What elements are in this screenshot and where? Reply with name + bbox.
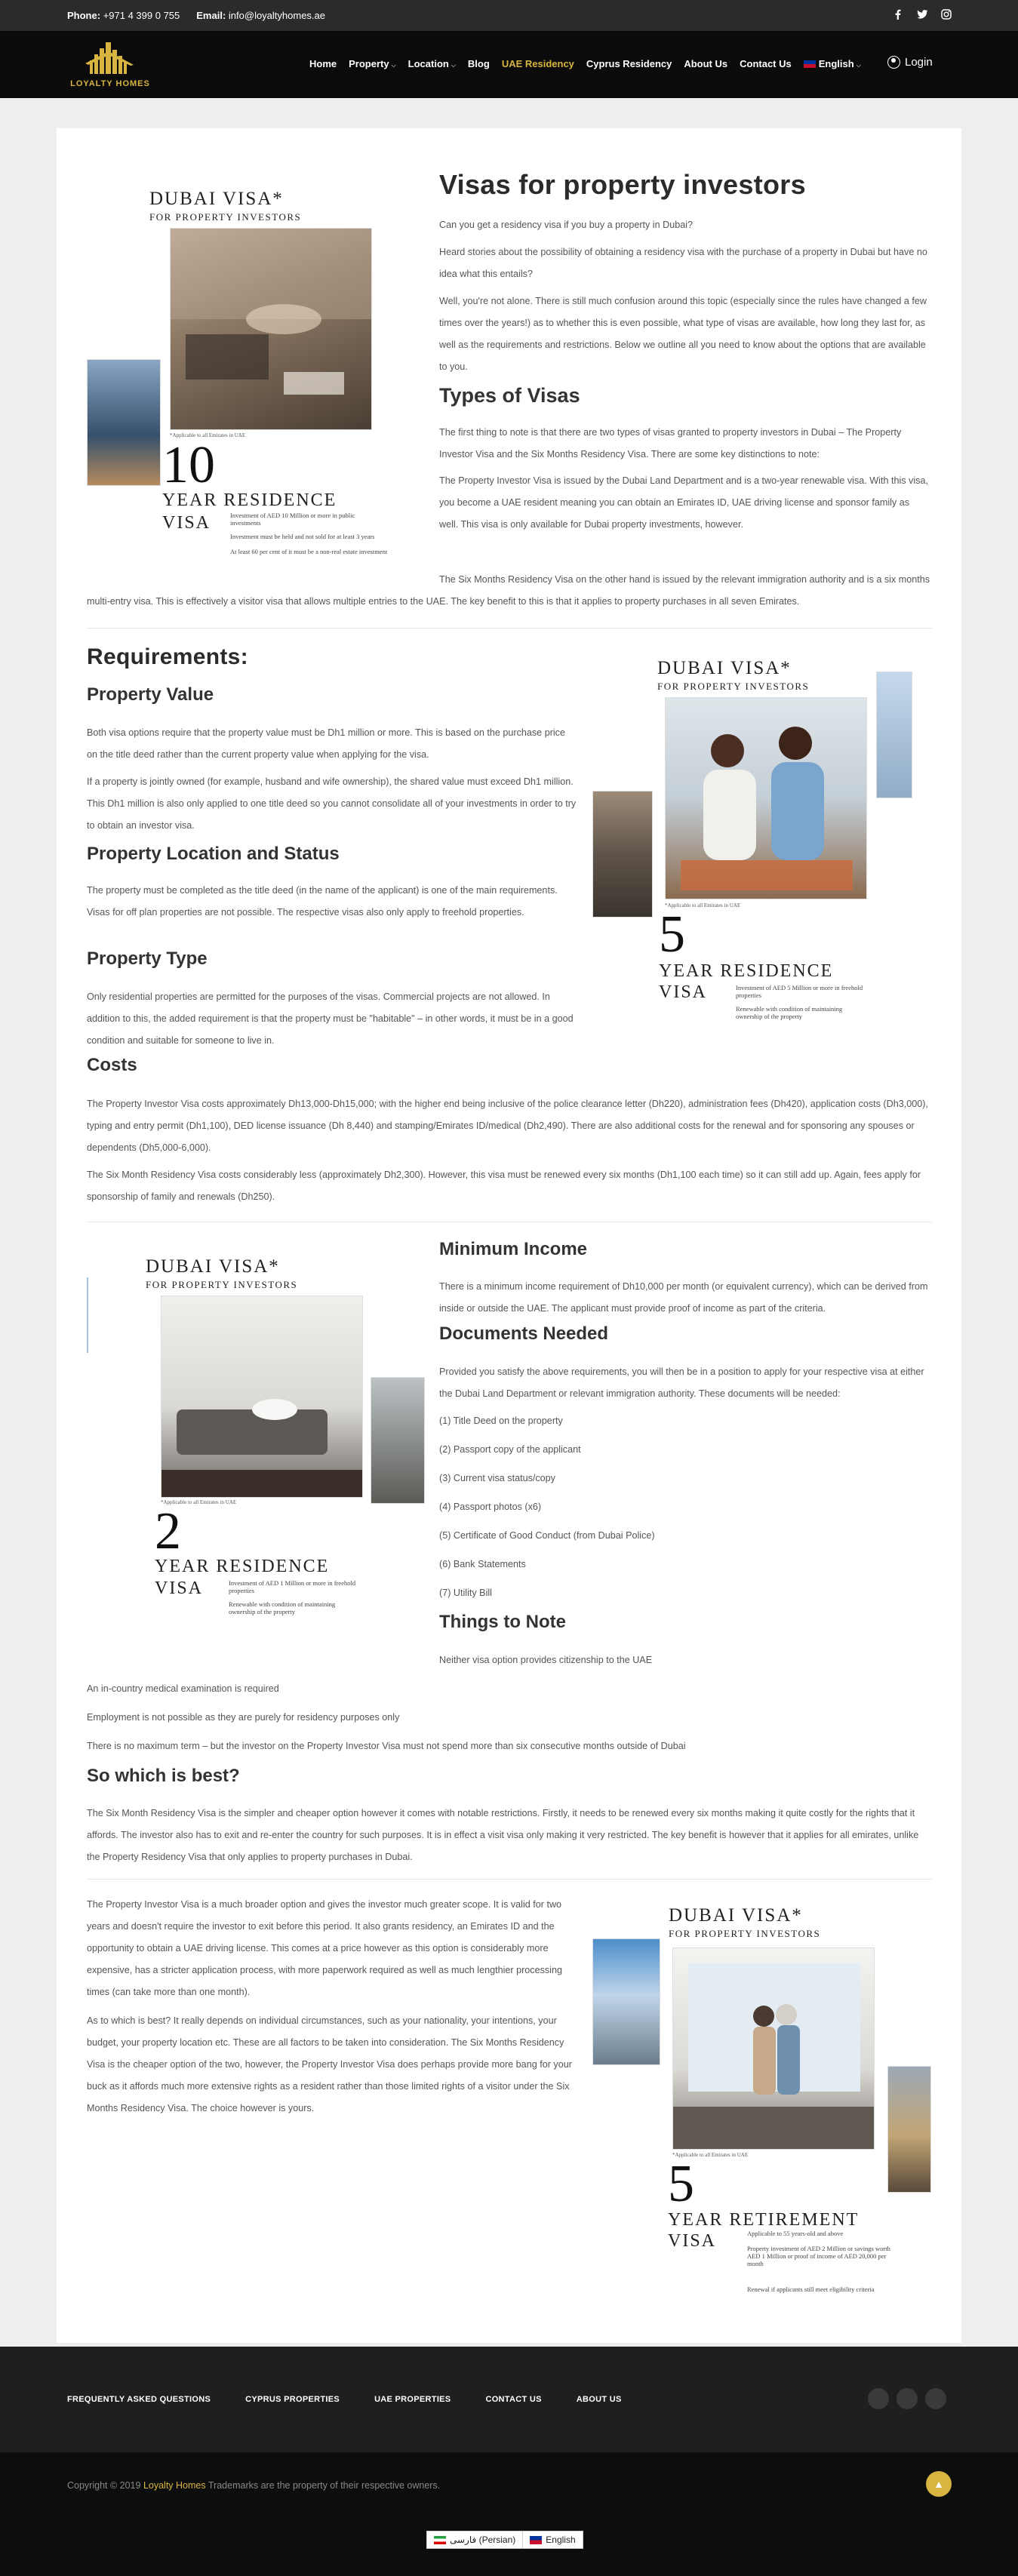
nav-blog[interactable]: Blog xyxy=(467,58,490,69)
intro-paragraph: Well, you're not alone. There is still much confusion around this topic (especially since the rules have changed a few times over the years!) as to whether this is even possible, what type of visas are available, how long they last for, as well as the requirements and restrictions. Below we outline all you need to know about the options that are available to you. xyxy=(439,296,927,372)
intro-paragraph: Heard stories about the possibility of obtaining a residency visa with the purchase of a property in Dubai but have no idea what this entails? xyxy=(439,247,927,279)
article-card xyxy=(57,128,961,2343)
section-heading: Types of Visas xyxy=(439,384,580,407)
nav-cyprus-residency[interactable]: Cyprus Residency xyxy=(586,58,672,69)
poster-line: Investment of AED 1 Million or more in freehold properties xyxy=(229,1579,356,1594)
poster-title: DUBAI VISA* xyxy=(669,1905,803,1926)
doc-item: (3) Current visa status/copy xyxy=(439,1473,555,1483)
section-heading: Documents Needed xyxy=(439,1323,609,1344)
tower-photo xyxy=(592,1938,660,2065)
value-paragraph: If a property is jointly owned (for example, husband and wife ownership), the shared value must exceed Dh1 million. This Dh1 million is also only applied to one title deed so you cannot consolidate all of your investments in order to try to obtain an investor visa. xyxy=(87,776,577,831)
poster-line: Renewal if applicants still meet eligibility criteria xyxy=(747,2286,875,2293)
facebook-icon[interactable] xyxy=(868,2388,889,2409)
handshake-photo xyxy=(170,228,372,430)
email-info[interactable]: Email: info@loyaltyhomes.ae xyxy=(196,10,326,21)
instagram-icon[interactable] xyxy=(941,9,952,20)
best-paragraph: As to which is best? It really depends on individual circumstances, such as your nationality, your intentions, your budget, your property location etc. These are all factors to be taken into consideration. The Six Months Residency Visa is the cheaper option of the two, however, the Property Investor Visa does perhaps provide more bang for your buck as it affords much more extensive rights as a resident rather than those limited rights of a visitor under the Six Months Residency Visa. The choice however is yours. xyxy=(87,2015,572,2113)
nav-contact-us[interactable]: Contact Us xyxy=(740,58,792,69)
poster-note: *Applicable to all Emirates in UAE xyxy=(672,2152,749,2158)
iran-flag-icon xyxy=(434,2536,446,2544)
poster-line: Property investment of AED 2 Million or savings worth AED 1 Million or proof of income of AED 20,000 per month xyxy=(747,2245,890,2267)
couple-kitchen-photo xyxy=(665,697,867,899)
costs-paragraph: The Property Investor Visa costs approximately Dh13,000-Dh15,000; with the higher end being inclusive of the police clearance letter (Dh220), administration fees (Dh420), application costs (Dh3,000), typing and entry permit (Dh1,100), DED license issuance (Dh 8,440) and stamping/Emirates ID/medical (Dh2,490). There are also additional costs for the renewal and for sponsoring any spouses or dependents (Dh5,000-6,000). xyxy=(87,1099,928,1153)
logo[interactable] xyxy=(67,41,154,92)
nav-language[interactable]: English ⌵ xyxy=(804,58,861,69)
poster-note: *Applicable to all Emirates in UAE xyxy=(665,902,741,908)
costs-paragraph: The Six Month Residency Visa costs considerably less (approximately Dh2,300). However, this visa must be renewed every six months (Dh1,100 each time) so it can still add up. Again, fees apply for sponsorship of family and renewals (Dh250). xyxy=(87,1170,921,1202)
types-paragraph: The first thing to note is that there are two types of visas granted to property investors in Dubai – The Property Investor Visa and the Six Months Residency Visa. There are some key distinctions to note: xyxy=(439,427,902,460)
uk-flag-icon xyxy=(804,60,816,68)
building-photo xyxy=(592,791,653,918)
facebook-icon[interactable] xyxy=(893,9,903,20)
poster-5-year-residence xyxy=(592,658,932,1043)
poster-kind: YEAR RETIREMENT xyxy=(668,2210,860,2230)
section-heading: Property Location and Status xyxy=(87,844,340,864)
street-photo xyxy=(887,2066,931,2193)
poster-line: Applicable to 55 years-old and above xyxy=(747,2230,844,2237)
footer xyxy=(0,2347,1018,2452)
dubai-palm-photo xyxy=(87,359,161,486)
twitter-icon[interactable] xyxy=(917,9,927,20)
poster-title: DUBAI VISA* xyxy=(149,189,284,209)
poster-number: 10 xyxy=(162,436,215,494)
best-paragraph: The Property Investor Visa is a much broader option and gives the investor much greater scope. It is valid for two years and doesn't require the investor to exit before this period. It also grants residency, an Emirates ID and the opportunity to obtain a UAE driving license. This comes at a price however as this option is considerably more expensive, has a stricter application process, with more paperwork required as well as much lengthier processing times (can take more than one month). xyxy=(87,1899,562,1997)
twitter-icon[interactable] xyxy=(897,2388,918,2409)
copyright-brand-link[interactable]: Loyalty Homes xyxy=(143,2480,206,2491)
poster-line: Renewable with condition of maintaining ownership of the property xyxy=(229,1600,336,1615)
chevron-down-icon: ⌵ xyxy=(391,62,396,69)
best-paragraph: The Six Month Residency Visa is the simpler and cheaper option however it comes with notable restrictions. Firstly, it needs to be renewed every six months making it quite costly for the rights that it affords. The investor also has to exit and re-enter the country for such purposes. It is in effect a visit visa only making it very restricted. The key benefit is however that it applies for all emirates, unlike the Property Residency Visa that only applies to property purchases in Dubai. xyxy=(87,1808,919,1862)
poster-2-year xyxy=(87,1256,419,1656)
divider xyxy=(87,628,932,629)
note-item: Neither visa option provides citizenship to the UAE xyxy=(439,1655,653,1665)
footer-link-about-us[interactable]: ABOUT US xyxy=(576,2395,622,2404)
retired-couple-photo xyxy=(672,1947,875,2150)
poster-subtitle: FOR PROPERTY INVESTORS xyxy=(657,681,810,692)
poster-note: *Applicable to all Emirates in UAE xyxy=(161,1499,237,1505)
poster-note: *Applicable to all Emirates in UAE xyxy=(170,432,246,438)
note-item: Employment is not possible as they are purely for residency purposes only xyxy=(87,1712,400,1723)
poster-line: Investment of AED 10 Million or more in public investments xyxy=(230,512,355,527)
poster-number: 5 xyxy=(659,905,685,964)
lang-persian[interactable]: فارسی (Persian) xyxy=(427,2531,522,2548)
value-paragraph: Both visa options require that the property value must be Dh1 million or more. This is based on the purchase price on the title deed rather than the current property value when applying for the visa. xyxy=(87,727,565,760)
poster-kind-2: VISA xyxy=(668,2231,717,2251)
doc-item: (5) Certificate of Good Conduct (from Dubai Police) xyxy=(439,1530,655,1541)
types-paragraph: The Property Investor Visa is issued by the Dubai Land Department and is a two-year renewable visa. With this visa, you become a UAE resident meaning you can obtain an Emirates ID, UAE driving license and sponsor family as well. This visa is only available for Dubai property investments, however. xyxy=(439,475,928,530)
income-paragraph: There is a minimum income requirement of Dh10,000 per month (or equivalent currency), which can be derived from inside or outside the UAE. The applicant must provide proof of income as part of the criteria. xyxy=(439,1281,928,1314)
section-heading: Minimum Income xyxy=(439,1239,588,1259)
footer-links xyxy=(67,2395,622,2404)
phone-info[interactable]: Phone: +971 4 399 0 755 xyxy=(67,10,180,21)
types-paragraph: The Six Months Residency Visa on the other hand is issued by the relevant immigration authority and is a six months multi-entry visa. This is effectively a visitor visa that allows multiple entries to the UAE. The key benefit to this is that it applies to property purchases in all seven Emirates. xyxy=(87,574,930,607)
docs-intro: Provided you satisfy the above requirements, you will then be in a position to apply for your respective visa at either the Dubai Land Department or relevant immigration authority. These documents will be needed: xyxy=(439,1366,924,1399)
section-heading: Property Type xyxy=(87,948,208,969)
intro-paragraph: Can you get a residency visa if you buy a property in Dubai? xyxy=(439,220,694,230)
footer-link-faq[interactable]: FREQUENTLY ASKED QUESTIONS xyxy=(67,2395,211,2404)
poster-number: 5 xyxy=(668,2155,694,2213)
back-to-top-button[interactable] xyxy=(926,2471,952,2497)
nav-about-us[interactable]: About Us xyxy=(684,58,728,69)
skyline-photo xyxy=(371,1377,425,1504)
instagram-icon[interactable] xyxy=(925,2388,946,2409)
section-heading: Costs xyxy=(87,1055,137,1075)
poster-line: Investment of AED 5 Million or more in freehold properties xyxy=(736,984,863,999)
poster-number: 2 xyxy=(155,1502,181,1560)
poster-5-year-retirement xyxy=(592,1905,932,2328)
requirements-heading: Requirements: xyxy=(87,644,248,669)
footer-social xyxy=(868,2388,946,2409)
poster-title: DUBAI VISA* xyxy=(146,1256,280,1277)
note-item: There is no maximum term – but the investor on the Property Investor Visa must not spend more than six consecutive months outside of Dubai xyxy=(87,1741,686,1751)
nav-uae-residency[interactable]: UAE Residency xyxy=(501,58,574,69)
poster-line: Renewable with condition of maintaining ownership of the property xyxy=(736,1005,843,1020)
login-button[interactable]: Login xyxy=(887,56,933,69)
doc-item: (1) Title Deed on the property xyxy=(439,1416,563,1426)
doc-item: (7) Utility Bill xyxy=(439,1588,492,1598)
footer-link-uae-properties[interactable]: UAE PROPERTIES xyxy=(374,2395,451,2404)
location-paragraph: The property must be completed as the title deed (in the name of the applicant) is one of the main requirements. Visas for off plan properties are not possible. The respective visas also only apply to freehold properties. xyxy=(87,885,558,918)
copyright-text: Copyright © 2019 Loyalty Homes Trademarks are the property of their respective owners. xyxy=(67,2480,441,2491)
section-heading: Property Value xyxy=(87,684,214,705)
section-heading: So which is best? xyxy=(87,1766,240,1786)
poster-kind: YEAR RESIDENCE xyxy=(162,490,337,510)
poster-kind: YEAR RESIDENCE xyxy=(155,1557,330,1576)
doc-item: (4) Passport photos (x6) xyxy=(439,1502,542,1512)
living-room-photo xyxy=(161,1296,363,1498)
poster-line: At least 60 per cent of it must be a non-real estate investment xyxy=(230,548,388,555)
page-title: Visas for property investors xyxy=(439,169,806,200)
footer-link-cyprus-properties[interactable]: CYPRUS PROPERTIES xyxy=(245,2395,340,2404)
main-navbar xyxy=(0,31,1018,98)
poster-subtitle: FOR PROPERTY INVESTORS xyxy=(669,1928,821,1939)
type-paragraph: Only residential properties are permitted for the purposes of the visas. Commercial projects are not allowed. In addition to this, the added requirement is that the property must be "habitable" – in other words, it must be in a good condition and suitable for someone to live in. xyxy=(87,991,574,1046)
poster-kind-2: VISA xyxy=(162,513,211,533)
copyright-bar xyxy=(0,2452,1018,2576)
language-switcher xyxy=(426,2531,583,2549)
poster-subtitle: FOR PROPERTY INVESTORS xyxy=(149,211,302,223)
accent-line xyxy=(87,1277,88,1353)
note-item: An in-country medical examination is required xyxy=(87,1683,279,1694)
user-icon xyxy=(887,56,900,69)
doc-item: (6) Bank Statements xyxy=(439,1559,526,1569)
poster-subtitle: FOR PROPERTY INVESTORS xyxy=(146,1279,298,1290)
social-links xyxy=(893,9,952,20)
footer-link-contact-us[interactable]: CONTACT US xyxy=(485,2395,542,2404)
logo-text: LOYALTY HOMES xyxy=(70,79,150,88)
poster-line: Investment must be held and not sold for at least 3 years xyxy=(230,533,375,540)
poster-10-year xyxy=(87,181,404,634)
divider xyxy=(87,1879,932,1880)
arrow-up-icon: ▲ xyxy=(933,2478,944,2490)
chevron-down-icon: ⌵ xyxy=(856,62,861,69)
top-bar xyxy=(0,0,1018,31)
dubai-tower-photo xyxy=(876,672,912,798)
poster-title: DUBAI VISA* xyxy=(657,658,792,678)
nav-location[interactable]: Location ⌵ xyxy=(408,58,456,69)
uk-flag-icon xyxy=(530,2536,542,2544)
nav-home[interactable]: Home xyxy=(309,58,337,69)
nav-property[interactable]: Property ⌵ xyxy=(349,58,396,69)
poster-kind-2: VISA xyxy=(659,982,708,1002)
chevron-down-icon: ⌵ xyxy=(451,62,456,69)
lang-english[interactable]: English xyxy=(522,2531,582,2548)
section-heading: Things to Note xyxy=(439,1612,566,1632)
primary-nav xyxy=(309,58,873,69)
doc-item: (2) Passport copy of the applicant xyxy=(439,1444,581,1455)
poster-kind: YEAR RESIDENCE xyxy=(659,961,834,981)
poster-kind-2: VISA xyxy=(155,1578,204,1598)
